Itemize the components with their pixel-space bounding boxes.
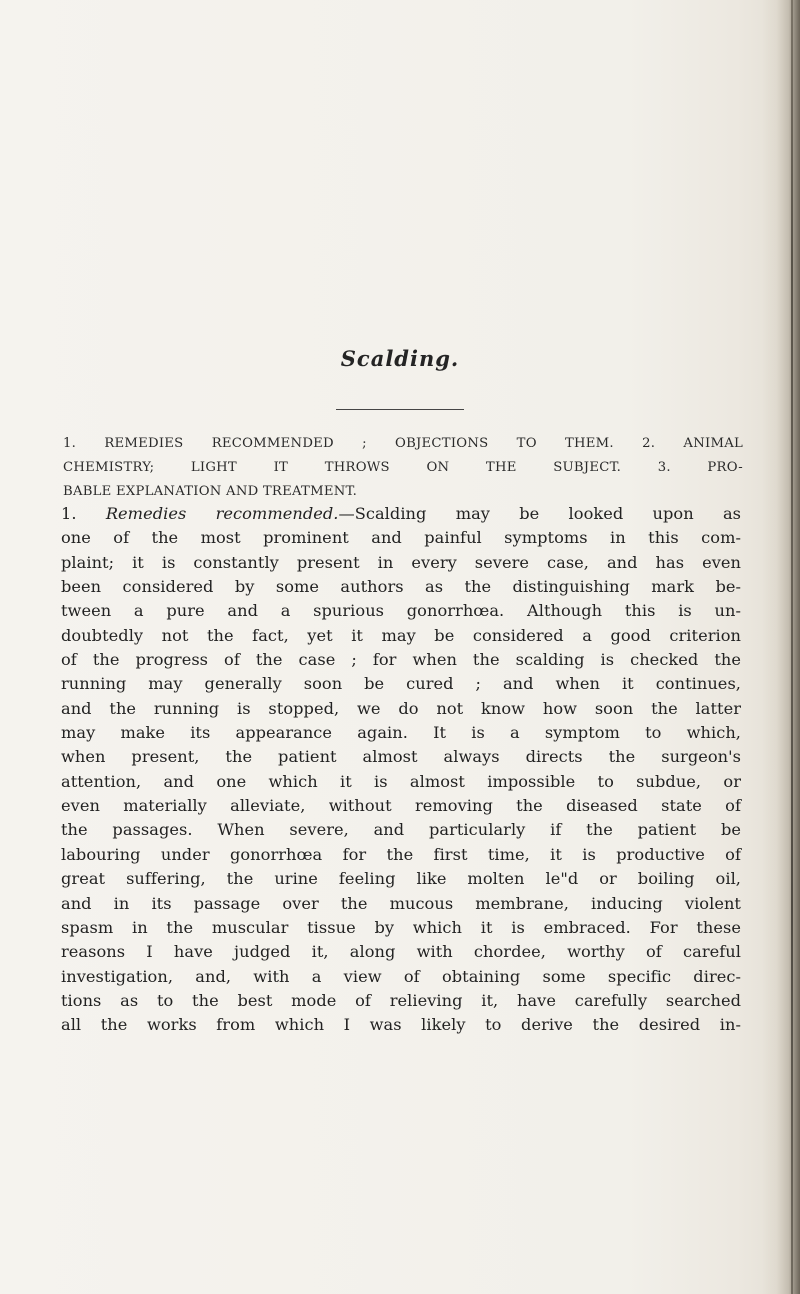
paragraph-line: investigation, and, with a view of obtaining some specific direc- xyxy=(61,966,741,986)
page-binding-edge xyxy=(791,0,793,1294)
paragraph-line: doubtedly not the fact, yet it may be considered a good criterion xyxy=(61,625,741,645)
summary-line: 1. REMEDIES RECOMMENDED ; OBJECTIONS TO THEM. 2. ANIMAL xyxy=(63,436,743,451)
paragraph-line: one of the most prominent and painful symptoms in this com- xyxy=(61,528,741,548)
paragraph-line: attention, and one which it is almost impossible to subdue, or xyxy=(61,771,741,791)
paragraph-line: and in its passage over the mucous membrane, inducing violent xyxy=(61,893,741,913)
paragraph-line: and the running is stopped, we do not know how soon the latter xyxy=(61,698,741,718)
paragraph-line: labouring under gonorrhœa for the first time, it is productive of xyxy=(61,844,741,864)
paragraph-line: been considered by some authors as the distinguishing mark be- xyxy=(61,577,741,597)
chapter-summary xyxy=(63,432,743,504)
paragraph-first-line xyxy=(61,502,741,526)
paragraph-line: running may generally soon be cured ; and when it continues, xyxy=(61,674,741,694)
paragraph-line: tions as to the best mode of relieving it, have carefully searched xyxy=(61,990,741,1010)
paragraph-line: the passages. When severe, and particularly if the patient be xyxy=(61,820,741,840)
section-heading: Remedies recommended. xyxy=(105,504,339,523)
paragraph-line: spasm in the muscular tissue by which it is embraced. For these xyxy=(61,917,741,937)
section-number: 1. xyxy=(61,504,77,523)
paragraph-line: all the works from which I was likely to derive the desired in- xyxy=(61,1015,741,1035)
page-edge-shadow xyxy=(762,0,800,1294)
paragraph-line: may make its appearance again. It is a symptom to which, xyxy=(61,723,741,743)
chapter-title: Scalding. xyxy=(340,346,460,371)
paragraph-line: reasons I have judged it, along with chordee, worthy of careful xyxy=(61,942,741,962)
paragraph-line: of the progress of the case ; for when the scalding is checked the xyxy=(61,650,741,670)
summary-line: CHEMISTRY; LIGHT IT THROWS ON THE SUBJECT. 3. PRO- xyxy=(63,460,743,475)
body-paragraph xyxy=(61,502,741,1038)
paragraph-line: plaint; it is constantly present in every severe case, and has even xyxy=(61,552,741,572)
paragraph-line-start: —Scalding may be looked upon as xyxy=(338,504,741,523)
paragraph-line: when present, the patient almost always directs the surgeon's xyxy=(61,747,741,767)
title-divider xyxy=(336,409,464,410)
paragraph-line: great suffering, the urine feeling like molten le"d or boiling oil, xyxy=(61,869,741,889)
paragraph-line: even materially alleviate, without removing the diseased state of xyxy=(61,796,741,816)
paragraph-line: tween a pure and a spurious gonorrhœa. Although this is un- xyxy=(61,601,741,621)
summary-line: BABLE EXPLANATION AND TREATMENT. xyxy=(63,484,358,499)
